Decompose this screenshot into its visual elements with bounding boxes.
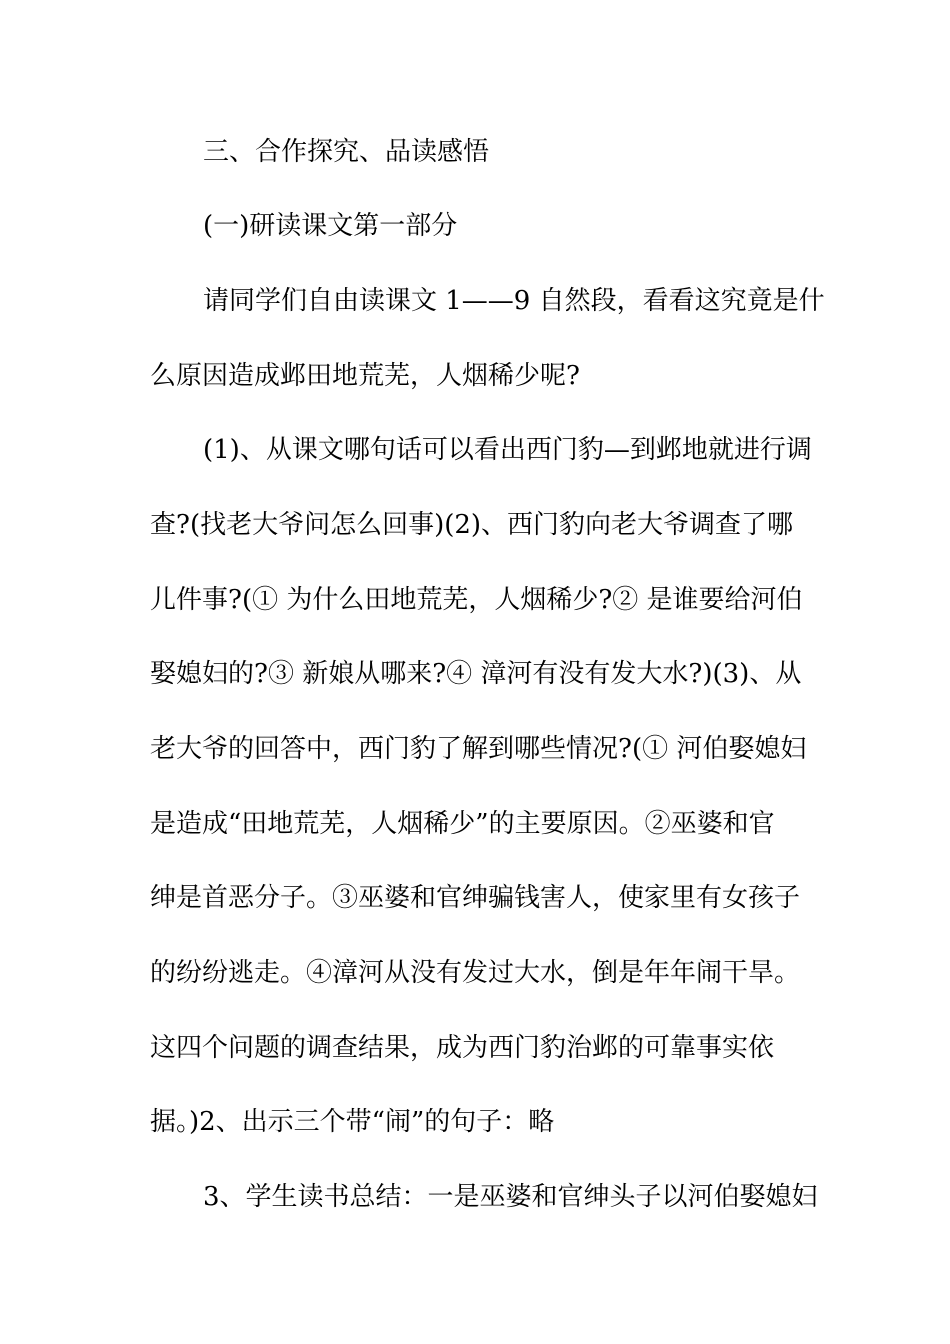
section-heading: 三、合作探究、品读感悟: [203, 137, 490, 167]
text-line: 查?(找老大爷问怎么回事)(2)、西门豹向老大爷调查了哪: [150, 510, 794, 540]
text-line: 请同学们自由读课文 1——9 自然段，看看这究竟是什: [203, 286, 825, 316]
text-line: 绅是首恶分子。③巫婆和官绅骗钱害人，使家里有女孩子: [150, 883, 801, 913]
text-line: 老大爷的回答中，西门豹了解到哪些情况?(① 河伯娶媳妇: [150, 734, 807, 764]
text-line: 的纷纷逃走。④漳河从没有发过大水，倒是年年闹干旱。: [150, 958, 801, 988]
subsection-heading: (一)研读课文第一部分: [203, 211, 458, 241]
text-line: 这四个问题的调查结果，成为西门豹治邺的可靠事实依: [150, 1033, 775, 1063]
text-line: 娶媳妇的?③ 新娘从哪来?④ 漳河有没有发大水?)(3)、从: [150, 659, 802, 689]
text-line: 么原因造成邺田地荒芜，人烟稀少呢?: [150, 361, 580, 391]
text-line: 是造成“田地荒芜，人烟稀少”的主要原因。②巫婆和官: [150, 809, 775, 839]
text-line: 儿件事?(① 为什么田地荒芜，人烟稀少?② 是谁要给河伯: [150, 585, 803, 615]
text-line: 3、学生读书总结：一是巫婆和官绅头子以河伯娶媳妇: [203, 1182, 818, 1212]
text-line: (1)、从课文哪句话可以看出西门豹—到邺地就进行调: [203, 435, 812, 465]
text-line: 据。)2、出示三个带“闹”的句子：略: [150, 1107, 555, 1137]
